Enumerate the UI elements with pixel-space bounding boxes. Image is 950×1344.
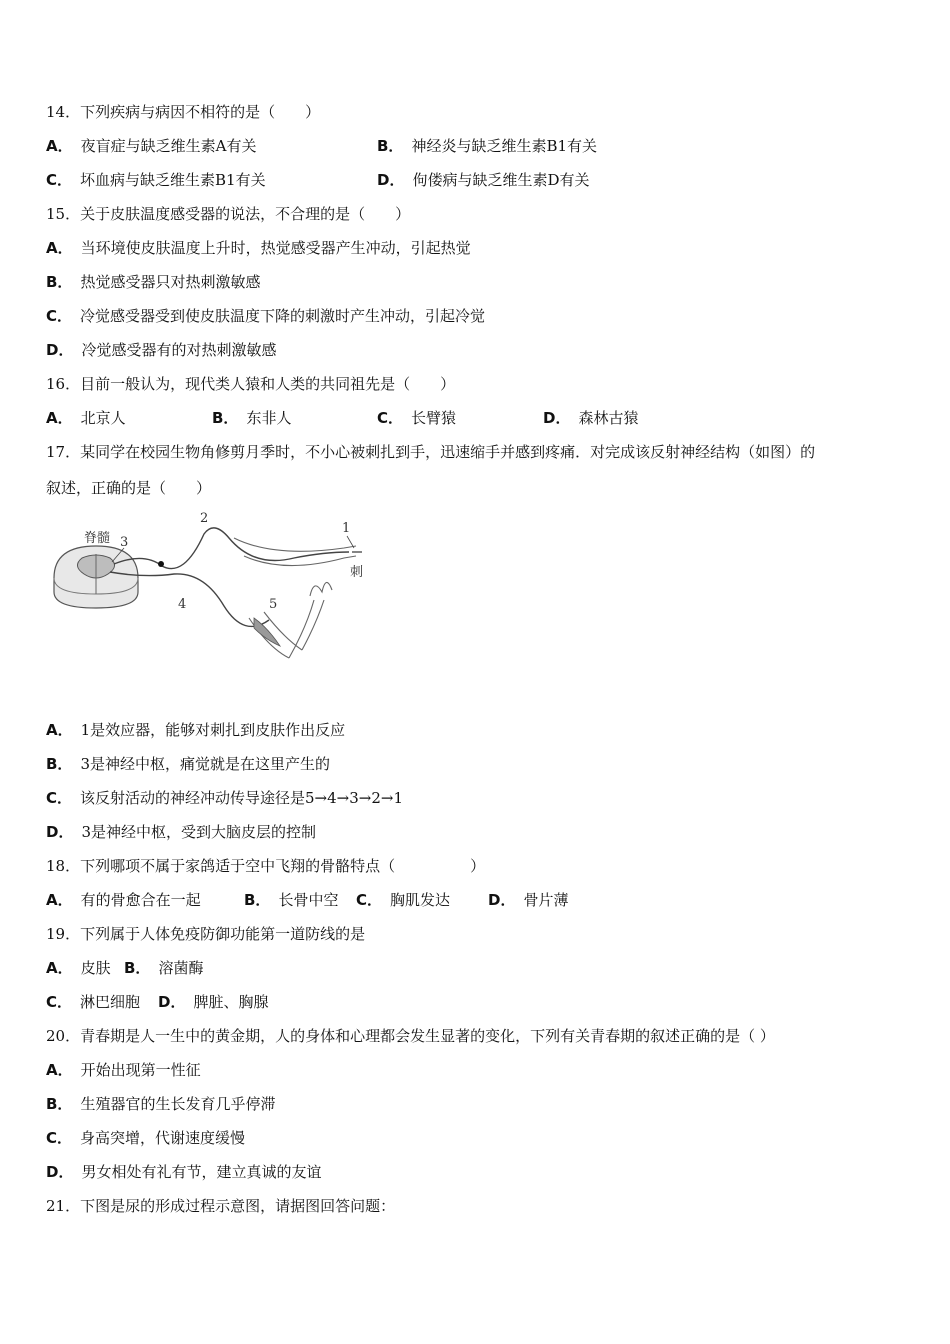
option-label: C．: [46, 307, 73, 325]
option-label: A．: [46, 891, 73, 909]
option-text: 3是神经中枢，痛觉就是在这里产生的: [80, 755, 330, 773]
q14-option-c: [46, 170, 266, 190]
q21-stem: 21．下图是尿的形成过程示意图，请据图回答问题：: [46, 1197, 396, 1215]
option-label: B．: [46, 273, 73, 291]
option-text: 长臂猿: [411, 409, 457, 427]
q18-option-d: [488, 890, 568, 910]
q17-option-a: [46, 720, 345, 740]
option-label: A．: [46, 409, 73, 427]
option-text: 有的骨愈合在一起: [80, 891, 201, 909]
q16-stem: 16．目前一般认为，现代类人猿和人类的共同祖先是（ ）: [46, 375, 456, 393]
option-text: 淋巴细胞: [80, 993, 141, 1011]
q19-option-a: [46, 958, 111, 978]
ganglion-dot: [158, 561, 164, 567]
q15-option-b: [46, 272, 260, 292]
option-label: B．: [244, 891, 271, 909]
q20-option-d: [46, 1162, 321, 1182]
option-label: A．: [46, 1061, 73, 1079]
option-label: B．: [377, 137, 404, 155]
option-text: 长骨中空: [278, 891, 339, 909]
label-4: 4: [178, 597, 187, 612]
option-label: D．: [158, 993, 186, 1011]
spinal-cord-illustration: [54, 546, 138, 608]
option-text: 1是效应器，能够对刺扎到皮肤作出反应: [80, 721, 346, 739]
option-text: 当环境使皮肤温度上升时，热觉感受器产生冲动，引起热觉: [80, 239, 471, 257]
option-label: C．: [356, 891, 383, 909]
option-text: 男女相处有礼有节，建立真诚的友谊: [81, 1163, 322, 1181]
option-text: 热觉感受器只对热刺激敏感: [80, 273, 261, 291]
label-5: 5: [269, 597, 278, 612]
option-label: C．: [46, 993, 73, 1011]
option-text: 坏血病与缺乏维生素B1有关: [80, 171, 266, 189]
q19-option-c: [46, 992, 140, 1012]
option-label: A．: [46, 239, 73, 257]
option-text: 该反射活动的神经冲动传导途径是5→4→3→2→1: [80, 789, 404, 807]
q17-option-d: [46, 822, 316, 842]
option-text: 冷觉感受器有的对热刺激敏感: [81, 341, 277, 359]
option-label: A．: [46, 721, 73, 739]
q20-option-a: [46, 1060, 201, 1080]
option-text: 东非人: [246, 409, 292, 427]
option-text: 胸肌发达: [390, 891, 451, 909]
q16-option-c: [377, 408, 456, 428]
q20-option-c: [46, 1128, 245, 1148]
label-1: 1: [342, 521, 351, 536]
muscle-illustration: [254, 618, 280, 646]
thorn-label: 刺: [350, 565, 364, 580]
q14-option-d: [377, 170, 589, 190]
q15-stem: 15．关于皮肤温度感受器的说法，不合理的是（ ）: [46, 205, 411, 223]
q15-option-d: [46, 340, 276, 360]
q19-stem: 19．下列属于人体免疫防御功能第一道防线的是: [46, 925, 366, 943]
option-text: 佝偻病与缺乏维生素D有关: [412, 171, 590, 189]
q14-stem: 14．下列疾病与病因不相符的是（ ）: [46, 103, 321, 121]
q18-option-b: [244, 890, 338, 910]
q20-option-b: [46, 1094, 275, 1114]
option-text: 生殖器官的生长发育几乎停滞: [80, 1095, 276, 1113]
option-label: B．: [124, 959, 151, 977]
option-label: D．: [46, 823, 74, 841]
option-label: C．: [377, 409, 404, 427]
q17-stem-line1: 17．某同学在校园生物角修剪月季时，不小心被刺扎到手，迅速缩手并感到疼痛．对完成该反射神经结构（如图）的: [46, 443, 816, 461]
q18-option-a: [46, 890, 201, 910]
option-text: 骨片薄: [523, 891, 569, 909]
q14-option-b: [377, 136, 597, 156]
q19-option-d: [158, 992, 268, 1012]
option-label: D．: [377, 171, 405, 189]
q14-option-a: [46, 136, 256, 156]
q16-option-a: [46, 408, 126, 428]
q16-option-d: [543, 408, 638, 428]
option-text: 开始出现第一性征: [80, 1061, 201, 1079]
label-3: 3: [120, 535, 129, 550]
option-label: C．: [46, 171, 73, 189]
q17-stem-line2: 叙述，正确的是（ ）: [46, 479, 212, 497]
q19-option-b: [124, 958, 203, 978]
option-text: 夜盲症与缺乏维生素A有关: [80, 137, 257, 155]
option-label: B．: [46, 755, 73, 773]
option-label: C．: [46, 789, 73, 807]
q20-stem: 20．青春期是人一生中的黄金期，人的身体和心理都会发生显著的变化，下列有关青春期的叙述正确的是（ ）: [46, 1027, 775, 1045]
sensory-nerve: [114, 528, 349, 569]
option-text: 身高突增，代谢速度缓慢: [80, 1129, 246, 1147]
q17-option-c: [46, 788, 403, 808]
spinal-cord-label: 脊髓: [84, 531, 111, 546]
option-label: B．: [46, 1095, 73, 1113]
q16-option-b: [212, 408, 291, 428]
q15-option-a: [46, 238, 471, 258]
q18-stem: 18．下列哪项不属于家鸽适于空中飞翔的骨骼特点（ ）: [46, 857, 486, 875]
option-label: D．: [543, 409, 571, 427]
option-label: A．: [46, 137, 73, 155]
q17-option-b: [46, 754, 330, 774]
label-2: 2: [200, 511, 209, 526]
q15-option-c: [46, 306, 485, 326]
reflex-arc-diagram: [44, 508, 374, 690]
option-text: 神经炎与缺乏维生素B1有关: [411, 137, 598, 155]
q18-option-c: [356, 890, 450, 910]
option-text: 3是神经中枢，受到大脑皮层的控制: [81, 823, 316, 841]
option-label: D．: [488, 891, 516, 909]
option-label: C．: [46, 1129, 73, 1147]
option-label: D．: [46, 1163, 74, 1181]
option-label: B．: [212, 409, 239, 427]
option-text: 溶菌酶: [158, 959, 204, 977]
option-text: 脾脏、胸腺: [193, 993, 269, 1011]
option-label: D．: [46, 341, 74, 359]
option-text: 冷觉感受器受到使皮肤温度下降的刺激时产生冲动，引起冷觉: [80, 307, 486, 325]
option-text: 森林古猿: [578, 409, 639, 427]
option-text: 皮肤: [80, 959, 111, 977]
option-text: 北京人: [80, 409, 126, 427]
option-label: A．: [46, 959, 73, 977]
